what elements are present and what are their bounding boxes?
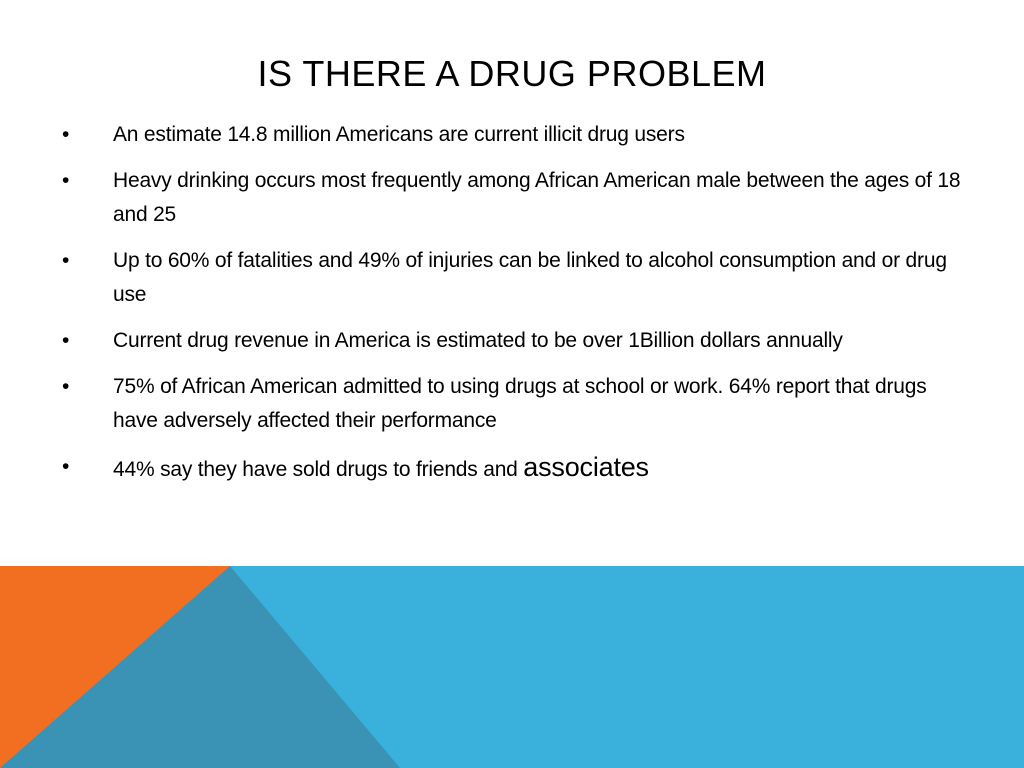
bullet-text: Current drug revenue in America is estimated to be over 1Billion dollars annually [113, 329, 843, 352]
bullet-icon: • [62, 123, 70, 146]
bullet-icon: • [62, 169, 70, 192]
bullet-item-drug-revenue [62, 324, 962, 358]
bullet-list [62, 118, 962, 499]
bullet-text: 44% say they have sold drugs to friends and [113, 458, 524, 481]
bullet-icon: • [62, 455, 70, 478]
bullet-emphasis-word: associates [523, 452, 649, 482]
bullet-icon: • [62, 375, 70, 398]
decorative-footer-shapes [0, 566, 1024, 768]
bullet-item-sold-drugs [62, 450, 962, 487]
bullet-item-school-work [62, 370, 962, 438]
bullet-item-fatalities [62, 244, 962, 312]
bullet-text: Up to 60% of fatalities and 49% of injuries can be linked to alcohol consumption and or drug use [113, 249, 947, 306]
bullet-text: An estimate 14.8 million Americans are current illicit drug users [113, 123, 685, 146]
bullet-text: 75% of African American admitted to using drugs at school or work. 64% report that drugs have adversely affected their performance [113, 375, 927, 432]
bullet-item-illicit-drug-users [62, 118, 962, 152]
bullet-icon: • [62, 329, 70, 352]
bullet-text: Heavy drinking occurs most frequently among African American male between the ages of 18 and 25 [113, 169, 961, 226]
bullet-item-heavy-drinking [62, 164, 962, 232]
slide-title: IS THERE A DRUG PROBLEM [257, 53, 767, 94]
bullet-icon: • [62, 249, 70, 272]
